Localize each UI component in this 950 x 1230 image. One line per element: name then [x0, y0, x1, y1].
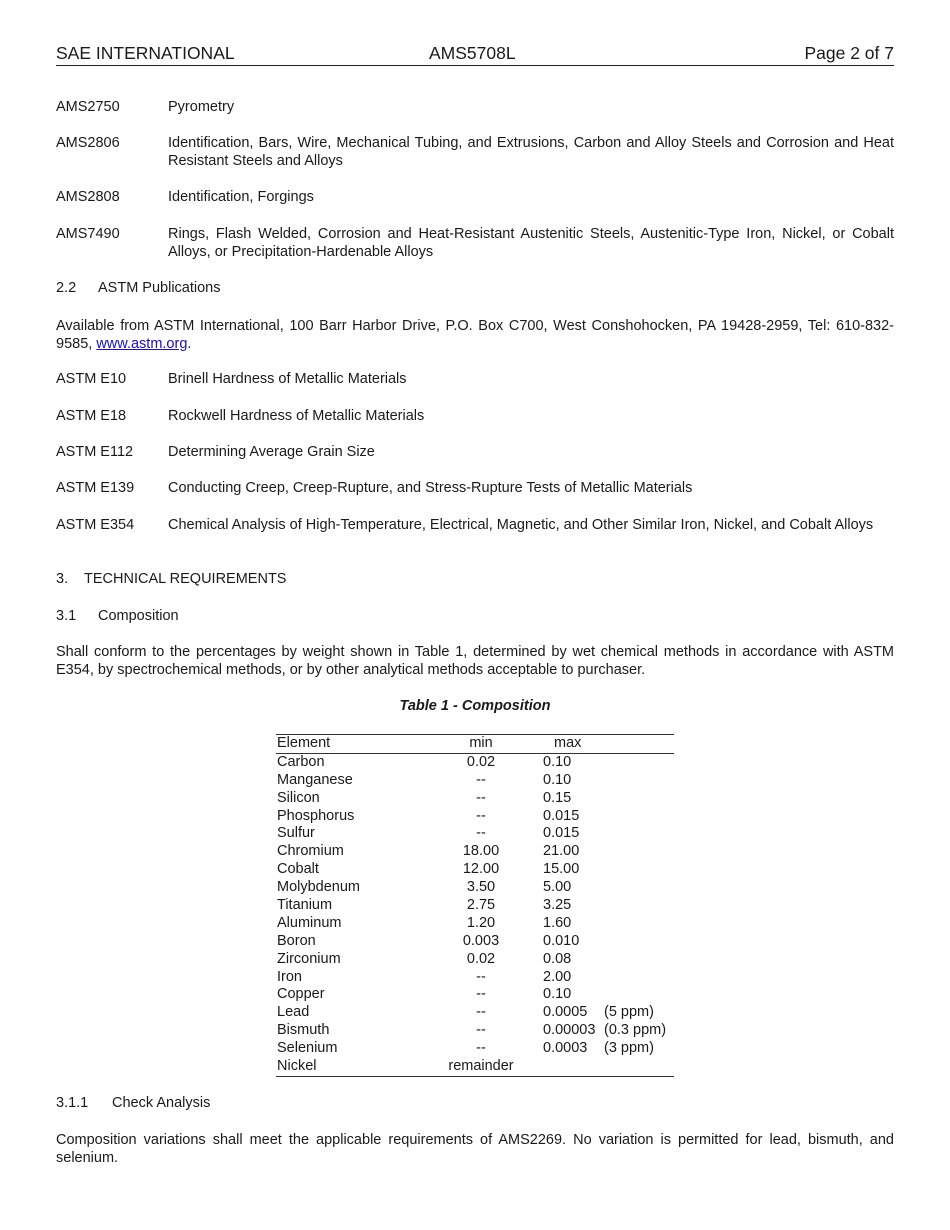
- section-heading-3-1: [56, 607, 179, 625]
- cell-min: 1.20: [466, 914, 496, 931]
- table-row: [276, 969, 674, 987]
- astm-website-link[interactable]: www.astm.org: [96, 336, 188, 352]
- reference-code: AMS2808: [56, 189, 120, 205]
- table-row: [276, 861, 674, 879]
- reference-code: AMS7490: [56, 226, 120, 242]
- cell-note: (5 ppm): [604, 1004, 654, 1021]
- cell-min: 3.50: [466, 879, 496, 896]
- cell-element: Cobalt: [277, 861, 319, 878]
- cell-element: Sulfur: [277, 825, 315, 842]
- reference-title: Identification, Bars, Wire, Mechanical Tubing, and Extrusions, Carbon and Alloy Steels and Corrosion and Heat Resistant Steels and Alloys: [168, 135, 894, 169]
- table-row: [276, 933, 674, 951]
- cell-element: Copper: [277, 986, 325, 1003]
- cell-min: 2.75: [466, 897, 496, 914]
- cell-max: 2.00: [543, 968, 572, 985]
- cell-max: 0.10: [543, 753, 572, 770]
- table-row: [276, 825, 674, 843]
- cell-max: 15.00: [543, 861, 580, 878]
- cell-min: 0.003: [462, 932, 500, 949]
- column-header-min: min: [469, 735, 493, 751]
- table-row: [276, 897, 674, 915]
- composition-table: [276, 734, 674, 1077]
- table-row: [276, 790, 674, 808]
- table-row: [276, 808, 674, 826]
- reference-code: AMS2750: [56, 99, 120, 115]
- cell-element: Chromium: [277, 843, 344, 860]
- cell-note: (0.3 ppm): [604, 1022, 667, 1039]
- cell-min: --: [476, 986, 486, 1003]
- cell-element: Phosphorus: [277, 807, 355, 824]
- cell-max: 0.10: [543, 771, 572, 788]
- table-row: [276, 754, 674, 772]
- cell-min: --: [476, 807, 486, 824]
- cell-max: 0.015: [543, 807, 580, 824]
- section-title: ASTM Publications: [98, 280, 221, 296]
- cell-note: (3 ppm): [604, 1040, 654, 1057]
- cell-min: --: [476, 1040, 486, 1057]
- header-org: SAE INTERNATIONAL: [56, 43, 235, 63]
- cell-min: --: [476, 771, 486, 788]
- cell-max: 3.25: [543, 897, 572, 914]
- section-title: TECHNICAL REQUIREMENTS: [84, 571, 287, 587]
- cell-element: Titanium: [277, 897, 333, 914]
- reference-title: Determining Average Grain Size: [168, 444, 375, 460]
- cell-element: Nickel: [277, 1058, 317, 1075]
- cell-max: 0.015: [543, 825, 580, 842]
- cell-max: 0.010: [543, 932, 580, 949]
- cell-min: --: [476, 1004, 486, 1021]
- column-header-max: max: [554, 735, 582, 751]
- cell-min: 0.02: [466, 950, 496, 967]
- cell-element: Aluminum: [277, 914, 342, 931]
- cell-min: remainder: [448, 1058, 514, 1075]
- cell-min: --: [476, 1022, 486, 1039]
- section-heading-3: [56, 570, 286, 588]
- cell-element: Lead: [277, 1004, 310, 1021]
- table-row: [276, 1022, 674, 1040]
- cell-max: 0.00003: [543, 1022, 596, 1039]
- table-row: [276, 772, 674, 790]
- cell-max: 0.10: [543, 986, 572, 1003]
- reference-title: Conducting Creep, Creep-Rupture, and Stress-Rupture Tests of Metallic Materials: [168, 480, 693, 496]
- reference-code: ASTM E139: [56, 480, 135, 496]
- reference-code: ASTM E10: [56, 371, 127, 387]
- reference-code: ASTM E112: [56, 444, 134, 460]
- composition-paragraph: Shall conform to the percentages by weight shown in Table 1, determined by wet chemical methods in accordance with ASTM E354, by spectrochemical methods, or by other analytical methods acceptable to purchaser.: [56, 644, 894, 678]
- section-heading-3-1-1: [56, 1094, 210, 1112]
- table-row: [276, 986, 674, 1004]
- table-row: [276, 879, 674, 897]
- cell-max: 0.15: [543, 789, 572, 806]
- cell-element: Bismuth: [277, 1022, 330, 1039]
- section-title: Composition: [98, 608, 179, 624]
- check-analysis-paragraph: Composition variations shall meet the applicable requirements of AMS2269. No variation is permitted for lead, bismuth, and selenium.: [56, 1132, 894, 1166]
- cell-min: --: [476, 825, 486, 842]
- cell-min: --: [476, 789, 486, 806]
- table-row: [276, 951, 674, 969]
- reference-title: Rockwell Hardness of Metallic Materials: [168, 408, 425, 424]
- table-row: [276, 915, 674, 933]
- table-row: [276, 843, 674, 861]
- availability-paragraph: [56, 317, 894, 353]
- cell-min: 0.02: [466, 753, 496, 770]
- availability-text: Available from ASTM International, 100 Barr Harbor Drive, P.O. Box C700, West Conshohocken, PA 19428-2959, Tel: 610-832-9585,: [56, 318, 894, 352]
- cell-element: Manganese: [277, 771, 353, 788]
- cell-element: Carbon: [277, 753, 325, 770]
- cell-element: Zirconium: [277, 950, 341, 967]
- cell-element: Boron: [277, 932, 316, 949]
- section-number: 3.: [56, 571, 69, 587]
- table-row: [276, 1040, 674, 1058]
- reference-code: ASTM E18: [56, 408, 127, 424]
- reference-title: Rings, Flash Welded, Corrosion and Heat-Resistant Austenitic Steels, Austenitic-Type Iron, Nickel, or Cobalt Alloys, or Precipitation-Hardenable Alloys: [168, 226, 894, 260]
- cell-max: 5.00: [543, 879, 572, 896]
- cell-max: 1.60: [543, 914, 572, 931]
- cell-max: 21.00: [543, 843, 580, 860]
- header-doc-number: AMS5708L: [429, 43, 516, 63]
- page-header: [56, 43, 894, 66]
- section-heading-2-2: [56, 279, 221, 297]
- table-caption: Table 1 - Composition: [399, 698, 551, 714]
- cell-min: 12.00: [462, 861, 500, 878]
- cell-element: Iron: [277, 968, 302, 985]
- cell-max: 0.0003: [543, 1040, 588, 1057]
- reference-code: ASTM E354: [56, 517, 135, 533]
- reference-title: Pyrometry: [168, 99, 235, 115]
- cell-max: 0.08: [543, 950, 572, 967]
- section-number: 3.1: [56, 608, 77, 624]
- section-number: 3.1.1: [56, 1095, 89, 1111]
- table-row: [276, 1004, 674, 1022]
- section-title: Check Analysis: [112, 1095, 211, 1111]
- table-header-row: [276, 735, 674, 754]
- cell-min: --: [476, 968, 486, 985]
- header-page-number: Page 2 of 7: [804, 43, 894, 63]
- cell-element: Molybdenum: [277, 879, 361, 896]
- reference-title: Chemical Analysis of High-Temperature, Electrical, Magnetic, and Other Similar Iron, Nickel, and Cobalt Alloys: [168, 517, 874, 533]
- cell-min: 18.00: [462, 843, 500, 860]
- reference-code: AMS2806: [56, 135, 120, 151]
- column-header-element: Element: [277, 735, 331, 751]
- table-row: [276, 1058, 674, 1076]
- reference-title: Brinell Hardness of Metallic Materials: [168, 371, 407, 387]
- section-number: 2.2: [56, 280, 77, 296]
- cell-element: Silicon: [277, 789, 320, 806]
- reference-title: Identification, Forgings: [168, 189, 314, 205]
- cell-max: 0.0005: [543, 1004, 588, 1021]
- availability-period: .: [187, 336, 192, 352]
- cell-element: Selenium: [277, 1040, 338, 1057]
